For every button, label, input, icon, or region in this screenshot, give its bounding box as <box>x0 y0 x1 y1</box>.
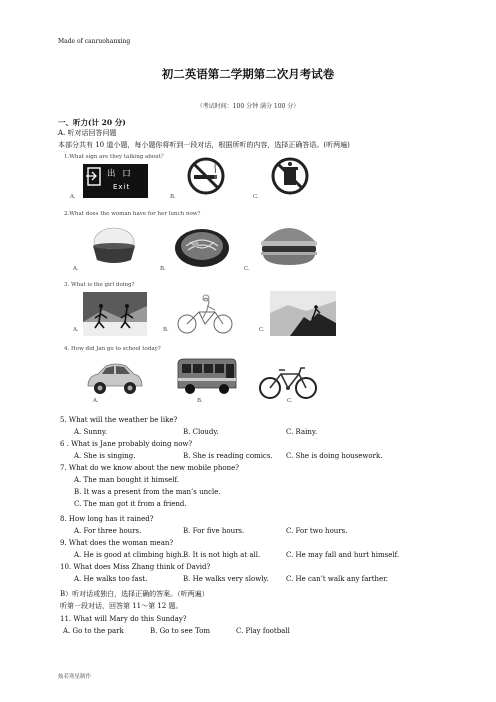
question-3: 3. What is the girl doing? <box>64 282 135 288</box>
q1-option-a: A. <box>70 194 76 200</box>
part-b-subheading: 听第一段对话，回答第 11～第 12 题。 <box>60 602 183 610</box>
mountain-climbing-image <box>270 291 336 336</box>
q8-option-a: A. For three hours. <box>74 527 142 535</box>
question-5: 5. What will the weather be like? <box>60 416 178 424</box>
q11-option-c: C. Play football <box>236 627 290 635</box>
q9-option-a: A. He is good at climbing high. <box>74 551 184 559</box>
hamburger-image <box>257 219 321 269</box>
exit-sign-image <box>83 164 148 198</box>
exit-sign-en: Exit <box>113 183 131 191</box>
question-7: 7. What do we know about the new mobile phone? <box>60 464 240 472</box>
q7-option-b: B. It was a present from the man’s uncle. <box>74 488 221 496</box>
q9-option-c: C. He may fall and hurt himself. <box>286 551 400 559</box>
q11-option-b: B. Go to see Tom <box>150 627 210 635</box>
noodle-bowl-image <box>172 224 232 270</box>
q4-option-c: C. <box>287 398 293 404</box>
question-2: 2.What does the woman have for her lunch now? <box>64 211 201 217</box>
exit-sign-cn: 出 口 <box>107 169 133 179</box>
rice-bowl-image <box>87 222 141 268</box>
q7-option-c: C. The man got it from a friend. <box>74 500 187 508</box>
q8-option-c: C. For two hours. <box>286 527 348 535</box>
q5-option-c: C. Rainy. <box>286 428 318 436</box>
q2-option-c: C. <box>244 266 250 272</box>
exam-info: （考试时间：100 分钟 满分 100 分） <box>196 103 300 110</box>
no-smoking-icon <box>186 156 226 196</box>
header-watermark: Made of canruohanxing <box>58 38 131 45</box>
q10-option-b: B. He walks very slowly. <box>183 575 269 583</box>
q4-option-b: B. <box>197 398 203 404</box>
part-a-instructions: 本部分共有 10 道小题，每小题你将听到一段对话，根据所听的内容，选择正确答语。(听两遍) <box>58 141 350 149</box>
q5-option-b: B. Cloudy. <box>183 428 219 436</box>
footer-watermark: 灿若寒星制作 <box>58 674 92 680</box>
q10-option-c: C. He can’t walk any farther. <box>286 575 389 583</box>
question-10: 10. What does Miss Zhang think of David? <box>60 563 211 571</box>
q1-option-b: B. <box>170 194 176 200</box>
question-8: 8. How long has it rained? <box>60 515 154 523</box>
q9-option-b: B. It is not high at all. <box>183 551 261 559</box>
q3-option-c: C. <box>259 327 265 333</box>
question-1: 1.What sign are they talking about？ <box>64 154 167 160</box>
q2-option-b: B. <box>160 266 166 272</box>
bus-image <box>174 356 240 398</box>
question-6: 6 . What is Jane probably doing now? <box>60 440 193 448</box>
section-heading: 一、听力(计 20 分) <box>58 118 126 127</box>
q8-option-b: B. For five hours. <box>183 527 245 535</box>
q7-option-a: A. The man bought it himself. <box>74 476 180 484</box>
question-4: 4. How did Jan go to school today? <box>64 346 161 352</box>
question-11: 11. What will Mary do this Sunday? <box>60 615 187 623</box>
skiing-image <box>83 292 147 336</box>
part-a-heading: A. 听对话回答问题 <box>58 129 117 137</box>
q2-option-a: A. <box>73 266 79 272</box>
q3-option-b: B. <box>163 327 169 333</box>
part-b-heading: B）听对话或独白，选择正确的答案。（听两遍） <box>60 590 209 598</box>
q5-option-a: A. Sunny. <box>74 428 108 436</box>
car-image <box>84 360 146 398</box>
q4-option-a: A. <box>93 398 99 404</box>
q1-option-c: C. <box>253 194 259 200</box>
bicycle-image <box>257 364 319 400</box>
q3-option-a: A. <box>73 327 79 333</box>
page-title: 初二英语第二学期第二次月考试卷 <box>161 67 335 81</box>
q6-option-c: C. She is doing housework. <box>286 452 383 460</box>
q6-option-a: A. She is singing. <box>74 452 136 460</box>
cycling-image <box>173 292 239 336</box>
question-9: 9. What does the woman mean? <box>60 539 174 547</box>
q11-option-a: A. Go to the park <box>63 627 124 635</box>
q6-option-b: B. She is reading comics. <box>183 452 273 460</box>
no-littering-icon <box>270 156 310 196</box>
q10-option-a: A. He walks too fast. <box>74 575 148 583</box>
